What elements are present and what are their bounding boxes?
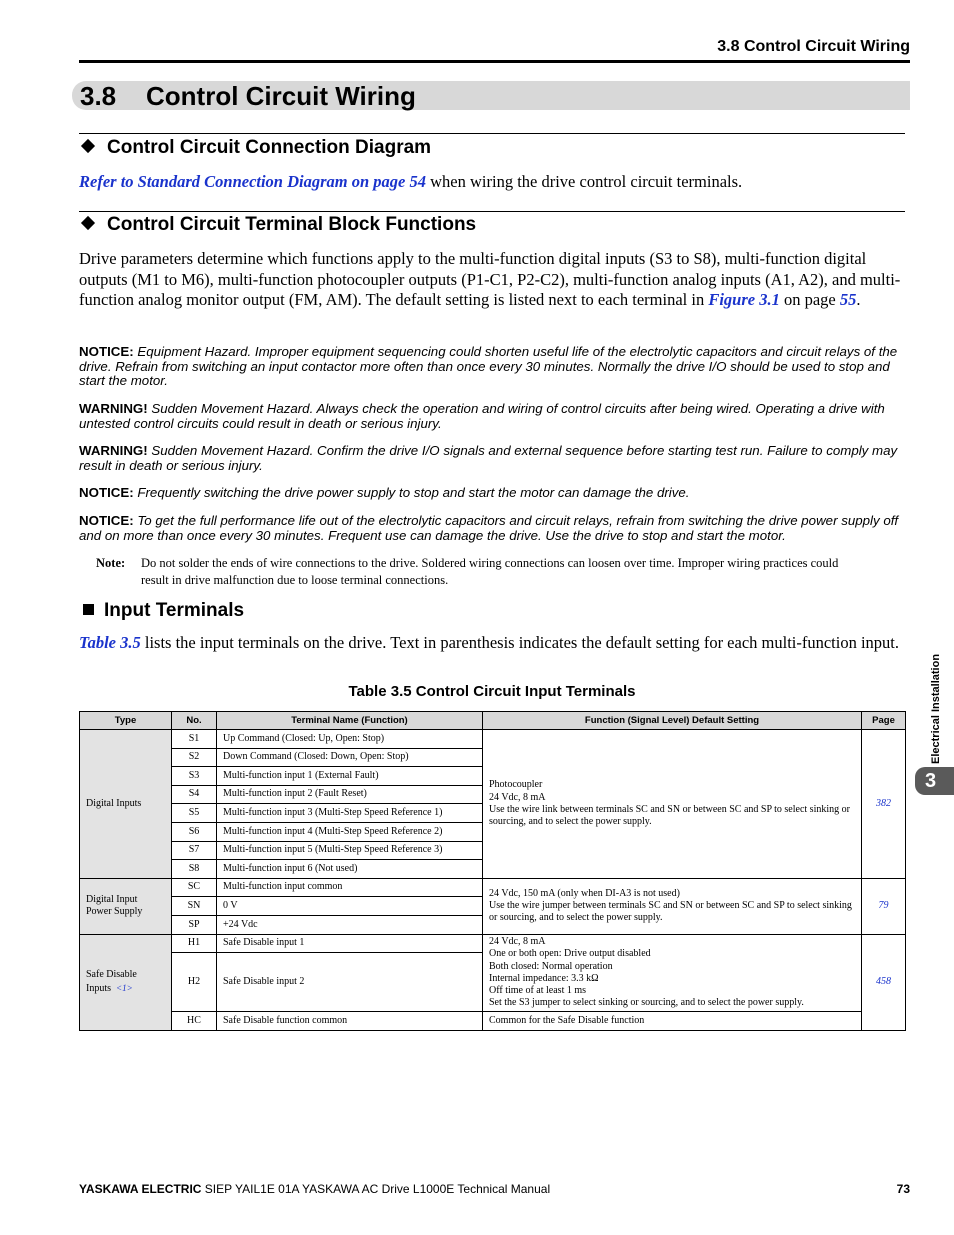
notice-block: NOTICE: To get the full performance life out of the electrolytic capacitors and circuit relays, refrain from switching the drive power supply off and on more than once every 30 minutes. Frequent use can damage the drive. Use the drive to stop and start the motor. — [79, 513, 899, 543]
paragraph: Refer to Standard Connection Diagram on page 54 when wiring the drive control circuit terminals. — [79, 172, 743, 191]
page-link[interactable]: 458 — [876, 975, 891, 987]
type-cell: Digital Inputs — [80, 730, 172, 879]
type-cell: Digital Input Power Supply — [80, 878, 172, 934]
note-block: Note: Do not solder the ends of wire connections to the drive. Soldered wiring connections can loosen over time. Improper wiring practices could result in drive malfunction due to loose terminal connections. — [96, 556, 839, 587]
footnote-ref[interactable]: <1> — [116, 982, 133, 993]
terminal-name: Multi-function input 6 (Not used) — [217, 860, 483, 879]
table-row — [80, 934, 906, 953]
terminal-name: +24 Vdc — [217, 915, 483, 934]
terminal-no: S5 — [172, 804, 217, 823]
chapter-tab: 3 — [915, 767, 954, 795]
function-cell: 24 Vdc, 150 mA (only when DI-A3 is not used) Use the wire jumper between terminals SC and SN or between SC and SP to select sinking or sourcing, and to select the power supply. — [483, 878, 862, 934]
connection-diagram-link[interactable]: Refer to Standard Connection Diagram on page 54 — [79, 172, 426, 191]
notice-block: NOTICE: Frequently switching the drive power supply to stop and start the motor can damage the drive. — [79, 485, 690, 500]
column-header: Type — [80, 712, 172, 730]
type-cell: Safe Disable Inputs <1> — [80, 934, 172, 1030]
notice-block: NOTICE: Equipment Hazard. Improper equipment sequencing could shorten useful life of the electrolytic capacitors and circuit relays of the drive. Refrain from switching an input contactor more often than once every 30 minutes. Normally the drive I/O should be used to stop and start the motor. — [79, 344, 898, 388]
terminal-name: Multi-function input 5 (Multi-Step Speed Reference 3) — [217, 841, 483, 860]
page-link[interactable]: 382 — [876, 797, 891, 809]
table-link[interactable]: Table 3.5 — [79, 633, 141, 652]
column-header: Terminal Name (Function) — [217, 712, 483, 730]
function-cell: 24 Vdc, 8 mA One or both open: Drive output disabled Both closed: Normal operation Internal impedance: 3.3 kΩ Off time of at least 1 ms Set the S3 jumper to select sinking or sourcing, and to select the power supply. — [483, 934, 862, 1012]
column-header: Function (Signal Level) Default Setting — [483, 712, 862, 730]
input-terminals-table — [79, 711, 906, 1031]
table-row — [80, 730, 906, 749]
column-header: No. — [172, 712, 217, 730]
running-header: 3.8 Control Circuit Wiring — [717, 38, 910, 55]
warning-block: WARNING! Sudden Movement Hazard. Always check the operation and wiring of control circuits after being wired. Operating a drive with untested control circuits could result in death or serious injury. — [79, 401, 885, 431]
terminal-no: S8 — [172, 860, 217, 879]
table-row — [80, 878, 906, 897]
terminal-no: H1 — [172, 934, 217, 953]
subsection-heading — [79, 214, 476, 236]
section-title: Control Circuit Wiring — [146, 81, 416, 111]
page-link[interactable]: 79 — [878, 899, 889, 911]
page-link[interactable]: 55 — [839, 290, 857, 309]
terminal-name: Safe Disable input 2 — [217, 953, 483, 1012]
paragraph: Drive parameters determine which functions apply to the multi-function digital inputs (S3 to S8), multi-function digital outputs (M1 to M6), multi-function photocoupler outputs (P1-C1, P2-C2), multi-function analog inputs (A1, A2), and multi-function analog monitor output (FM, AM). The default setting is listed next to each terminal in Figure 3.1 on page 55. — [79, 249, 901, 309]
terminal-no: S4 — [172, 785, 217, 804]
terminal-name: 0 V — [217, 897, 483, 916]
table-header-row — [80, 712, 906, 730]
terminal-name: Down Command (Closed: Down, Open: Stop) — [217, 748, 483, 767]
terminal-no: SC — [172, 878, 217, 897]
diamond-bullet-icon — [81, 216, 95, 230]
subsection-title: Control Circuit Connection Diagram — [107, 137, 432, 158]
terminal-no: S6 — [172, 822, 217, 841]
chapter-side-label: Electrical Installation — [930, 653, 942, 764]
subsection-title: Input Terminals — [104, 600, 245, 621]
column-header: Page — [862, 712, 906, 730]
terminal-name: Safe Disable input 1 — [217, 934, 483, 953]
terminal-name: Multi-function input common — [217, 878, 483, 897]
terminal-no: SP — [172, 915, 217, 934]
paragraph: Table 3.5 lists the input terminals on the drive. Text in parenthesis indicates the default setting for each multi-function input. — [79, 633, 900, 652]
footer: YASKAWA ELECTRIC SIEP YAIL1E 01A YASKAWA AC Drive L1000E Technical Manual — [79, 1182, 551, 1196]
terminal-name: Multi-function input 3 (Multi-Step Speed Reference 1) — [217, 804, 483, 823]
section-number: 3.8 — [80, 81, 117, 111]
page-number: 73 — [896, 1182, 910, 1196]
terminal-no: HC — [172, 1012, 217, 1031]
subsection-heading — [79, 600, 244, 622]
header-rule — [79, 60, 910, 63]
terminal-no: S3 — [172, 767, 217, 786]
table-row — [80, 1012, 906, 1031]
page-cell — [862, 934, 906, 1030]
terminal-no: H2 — [172, 953, 217, 1012]
warning-block: WARNING! Sudden Movement Hazard. Confirm the drive I/O signals and external sequence before starting test run. Failure to comply may result in death or serious injury. — [79, 443, 898, 473]
page-cell — [862, 730, 906, 879]
terminal-no: S2 — [172, 748, 217, 767]
divider — [79, 133, 905, 134]
function-cell: Photocoupler 24 Vdc, 8 mA Use the wire link between terminals SC and SN or between SC and SP to select sinking or sourcing, and to select the power supply. — [483, 730, 862, 879]
table-caption: Table 3.5 Control Circuit Input Terminals — [348, 683, 636, 700]
function-cell: Common for the Safe Disable function — [483, 1012, 862, 1031]
diamond-bullet-icon — [81, 139, 95, 153]
terminal-name: Up Command (Closed: Up, Open: Stop) — [217, 730, 483, 749]
terminal-no: SN — [172, 897, 217, 916]
terminal-no: S1 — [172, 730, 217, 749]
figure-link[interactable]: Figure 3.1 — [708, 290, 780, 309]
terminal-name: Multi-function input 1 (External Fault) — [217, 767, 483, 786]
footer-brand: YASKAWA ELECTRIC — [79, 1182, 202, 1196]
subsection-heading — [79, 137, 431, 159]
divider — [79, 211, 905, 212]
terminal-name: Multi-function input 4 (Multi-Step Speed Reference 2) — [217, 822, 483, 841]
terminal-name: Multi-function input 2 (Fault Reset) — [217, 785, 483, 804]
terminal-name: Safe Disable function common — [217, 1012, 483, 1031]
subsection-title: Control Circuit Terminal Block Functions — [107, 214, 477, 235]
terminal-no: S7 — [172, 841, 217, 860]
square-bullet-icon — [83, 604, 94, 615]
page-cell — [862, 878, 906, 934]
